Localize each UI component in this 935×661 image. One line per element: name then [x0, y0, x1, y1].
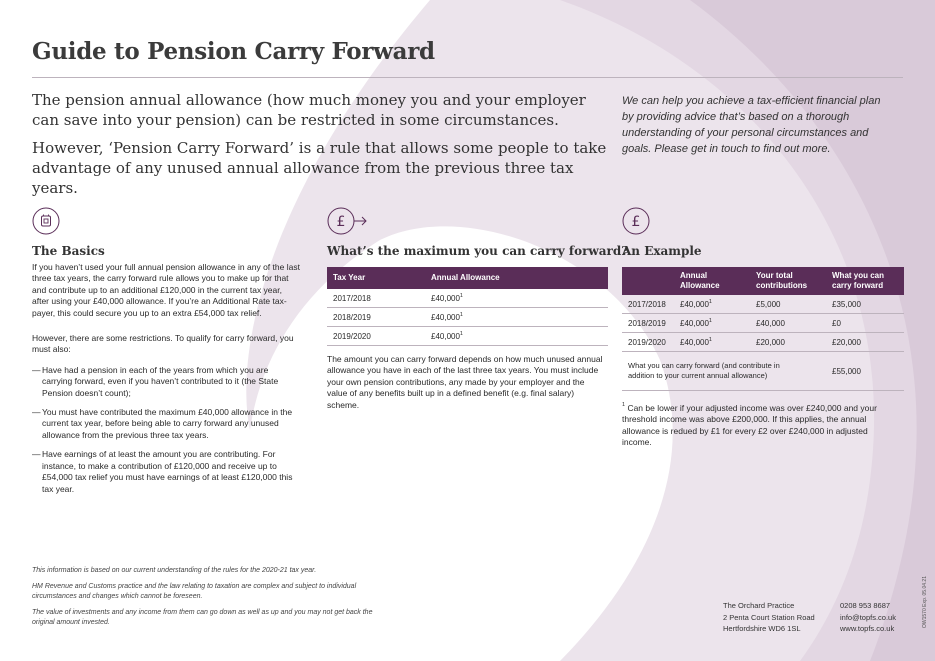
- page-title: Guide to Pension Carry Forward: [32, 38, 435, 65]
- column-header: Annual Allowance: [425, 267, 608, 289]
- contribution-cell: £5,000: [750, 295, 826, 314]
- contact-address: [723, 600, 815, 635]
- tax-year-cell: 2018/2019: [622, 314, 674, 333]
- allowance-cell: £40,000$^1$: [425, 289, 608, 308]
- contribution-cell: £40,000: [750, 314, 826, 333]
- table-row: [327, 327, 608, 346]
- disclaimer-line: The value of investments and any income from them can go down as well as up and you may not get back the original amount invested.: [32, 609, 373, 626]
- basics-paragraph-2: However, there are some restrictions. To qualify for carry forward, you must also:: [32, 333, 294, 355]
- allowance-cell: £40,000$^1$: [425, 327, 608, 346]
- website-link[interactable]: www.topfs.co.uk: [840, 624, 895, 633]
- maximum-text: The amount you can carry forward depends on how much unused annual allowance you have in each of the last three tax years. You must include your own pension contributions, any made by your employer and the value of any benefits built up in a defined benefit (e.g. final salary) scheme.: [327, 354, 603, 410]
- advice-callout: We can help you achieve a tax-efficient financial plan by providing advice that’s based on a thorough understanding of your personal circumstances and goals. Please get in touch to find out more.: [622, 95, 881, 155]
- table-row: [622, 295, 904, 314]
- bullet-dash: —: [32, 407, 41, 418]
- disclaimer-line: This information is based on our current understanding of the rules for the 2020-21 tax year.: [32, 567, 317, 574]
- footnote-marker: 1: [622, 402, 626, 408]
- table-row: [327, 308, 608, 327]
- maximum-table: [327, 267, 608, 346]
- footnote-text: Can be lower if your adjusted income was over £240,000 and your threshold income was above £200,000. If this applies, the annual allowance is redued by £1 for every £2 over £240,000 in adjusted income.: [622, 403, 877, 448]
- example-table: [622, 267, 904, 391]
- table-header-row: [327, 267, 608, 289]
- email-link[interactable]: info@topfs.co.uk: [840, 612, 896, 622]
- intro-paragraph-1: The pension annual allowance (how much money you and your employer can save into your pension) can be restricted in some circumstances.: [32, 91, 586, 129]
- address-line: The Orchard Practice: [723, 601, 795, 610]
- column-header: Annual Allowance: [674, 267, 750, 295]
- contribution-cell: £20,000: [750, 333, 826, 352]
- allowance-cell: £40,000$^1$: [674, 295, 750, 314]
- bullet-text: You must have contributed the maximum £40,000 allowance in the current tax year, before being able to carry forward any unused allowance from the previous three tax years.: [42, 407, 293, 440]
- table-header-row: [622, 267, 904, 295]
- tax-year-cell: 2018/2019: [327, 308, 425, 327]
- phone-number: 0208 953 8687: [840, 601, 891, 610]
- basics-paragraph-1: If you haven’t used your full annual pension allowance in any of the last three tax years, the carry forward rule allows you to make up for that and contribute up to an additional £120,000 in the current tax year, after using your £40,000 allowance. If you’re an Additional Rate tax-payer, this could secure you up to an extra £54,000 tax relief.: [32, 262, 300, 318]
- basics-heading: The Basics: [32, 244, 105, 258]
- allowance-cell: £40,000$^1$: [674, 333, 750, 352]
- svg-text:£: £: [336, 214, 346, 230]
- svg-text:£: £: [631, 214, 641, 230]
- bullet-text: Have earnings of at least the amount you are contributing. For instance, to make a contribution of £120,000 and receive up to £54,000 tax relief you must have earnings of at least £120,000 this tax year.: [42, 449, 293, 494]
- disclaimer-line: HM Revenue and Customs practice and the law relating to taxation are complex and subject to individual circumstances and changes which cannot be foreseen.: [32, 583, 357, 600]
- carry-forward-cell: £0: [826, 314, 904, 333]
- list-item: [32, 449, 300, 495]
- example-heading: An Example: [622, 244, 702, 258]
- basics-text: [32, 262, 300, 503]
- table-row: [622, 333, 904, 352]
- tax-year-cell: 2017/2018: [327, 289, 425, 308]
- bullet-dash: —: [32, 364, 41, 375]
- allowance-cell: £40,000$^1$: [674, 314, 750, 333]
- pound-icon: [622, 207, 650, 235]
- piggy-bank-icon: [32, 207, 60, 235]
- carry-forward-cell: £20,000: [826, 333, 904, 352]
- intro-paragraph-2: However, ‘Pension Carry Forward’ is a rule that allows some people to take advantage of any unused annual allowance from the previous three tax years.: [32, 139, 607, 197]
- document-reference: OW1570 Exp. 05.04.21: [922, 576, 928, 628]
- basics-bullet-list: [32, 365, 300, 495]
- footnote: [622, 403, 894, 449]
- total-label-cell: What you can carry forward (and contribute in addition to your current annual allowance): [622, 352, 826, 391]
- address-line: 2 Penta Court Station Road: [723, 612, 815, 622]
- list-item: [32, 365, 300, 399]
- allowance-cell: £40,000$^1$: [425, 308, 608, 327]
- table-row: [327, 289, 608, 308]
- bullet-text: Have had a pension in each of the years from which you are carrying forward, even if you haven’t contributed to it (the State Pension doesn’t count);: [42, 364, 279, 398]
- column-header: What you can carry forward: [826, 267, 904, 295]
- column-header: [622, 267, 674, 295]
- table-row: [622, 314, 904, 333]
- tax-year-cell: 2019/2020: [327, 327, 425, 346]
- bullet-dash: —: [32, 449, 41, 460]
- total-value-cell: £55,000: [826, 352, 904, 391]
- carry-forward-cell: £35,000: [826, 295, 904, 314]
- tax-year-cell: 2017/2018: [622, 295, 674, 314]
- tax-year-cell: 2019/2020: [622, 333, 674, 352]
- disclaimer: [32, 566, 392, 634]
- address-line: Hertfordshire WD6 1SL: [723, 624, 801, 633]
- maximum-heading: What’s the maximum you can carry forward?: [327, 244, 629, 258]
- column-header: Your total contributions: [750, 267, 826, 295]
- pound-arrow-icon: [327, 207, 369, 235]
- list-item: [32, 407, 300, 441]
- column-header: Tax Year: [327, 267, 425, 289]
- title-divider: [32, 77, 903, 78]
- intro: [32, 90, 617, 206]
- contact-details: [840, 600, 896, 635]
- table-total-row: [622, 352, 904, 391]
